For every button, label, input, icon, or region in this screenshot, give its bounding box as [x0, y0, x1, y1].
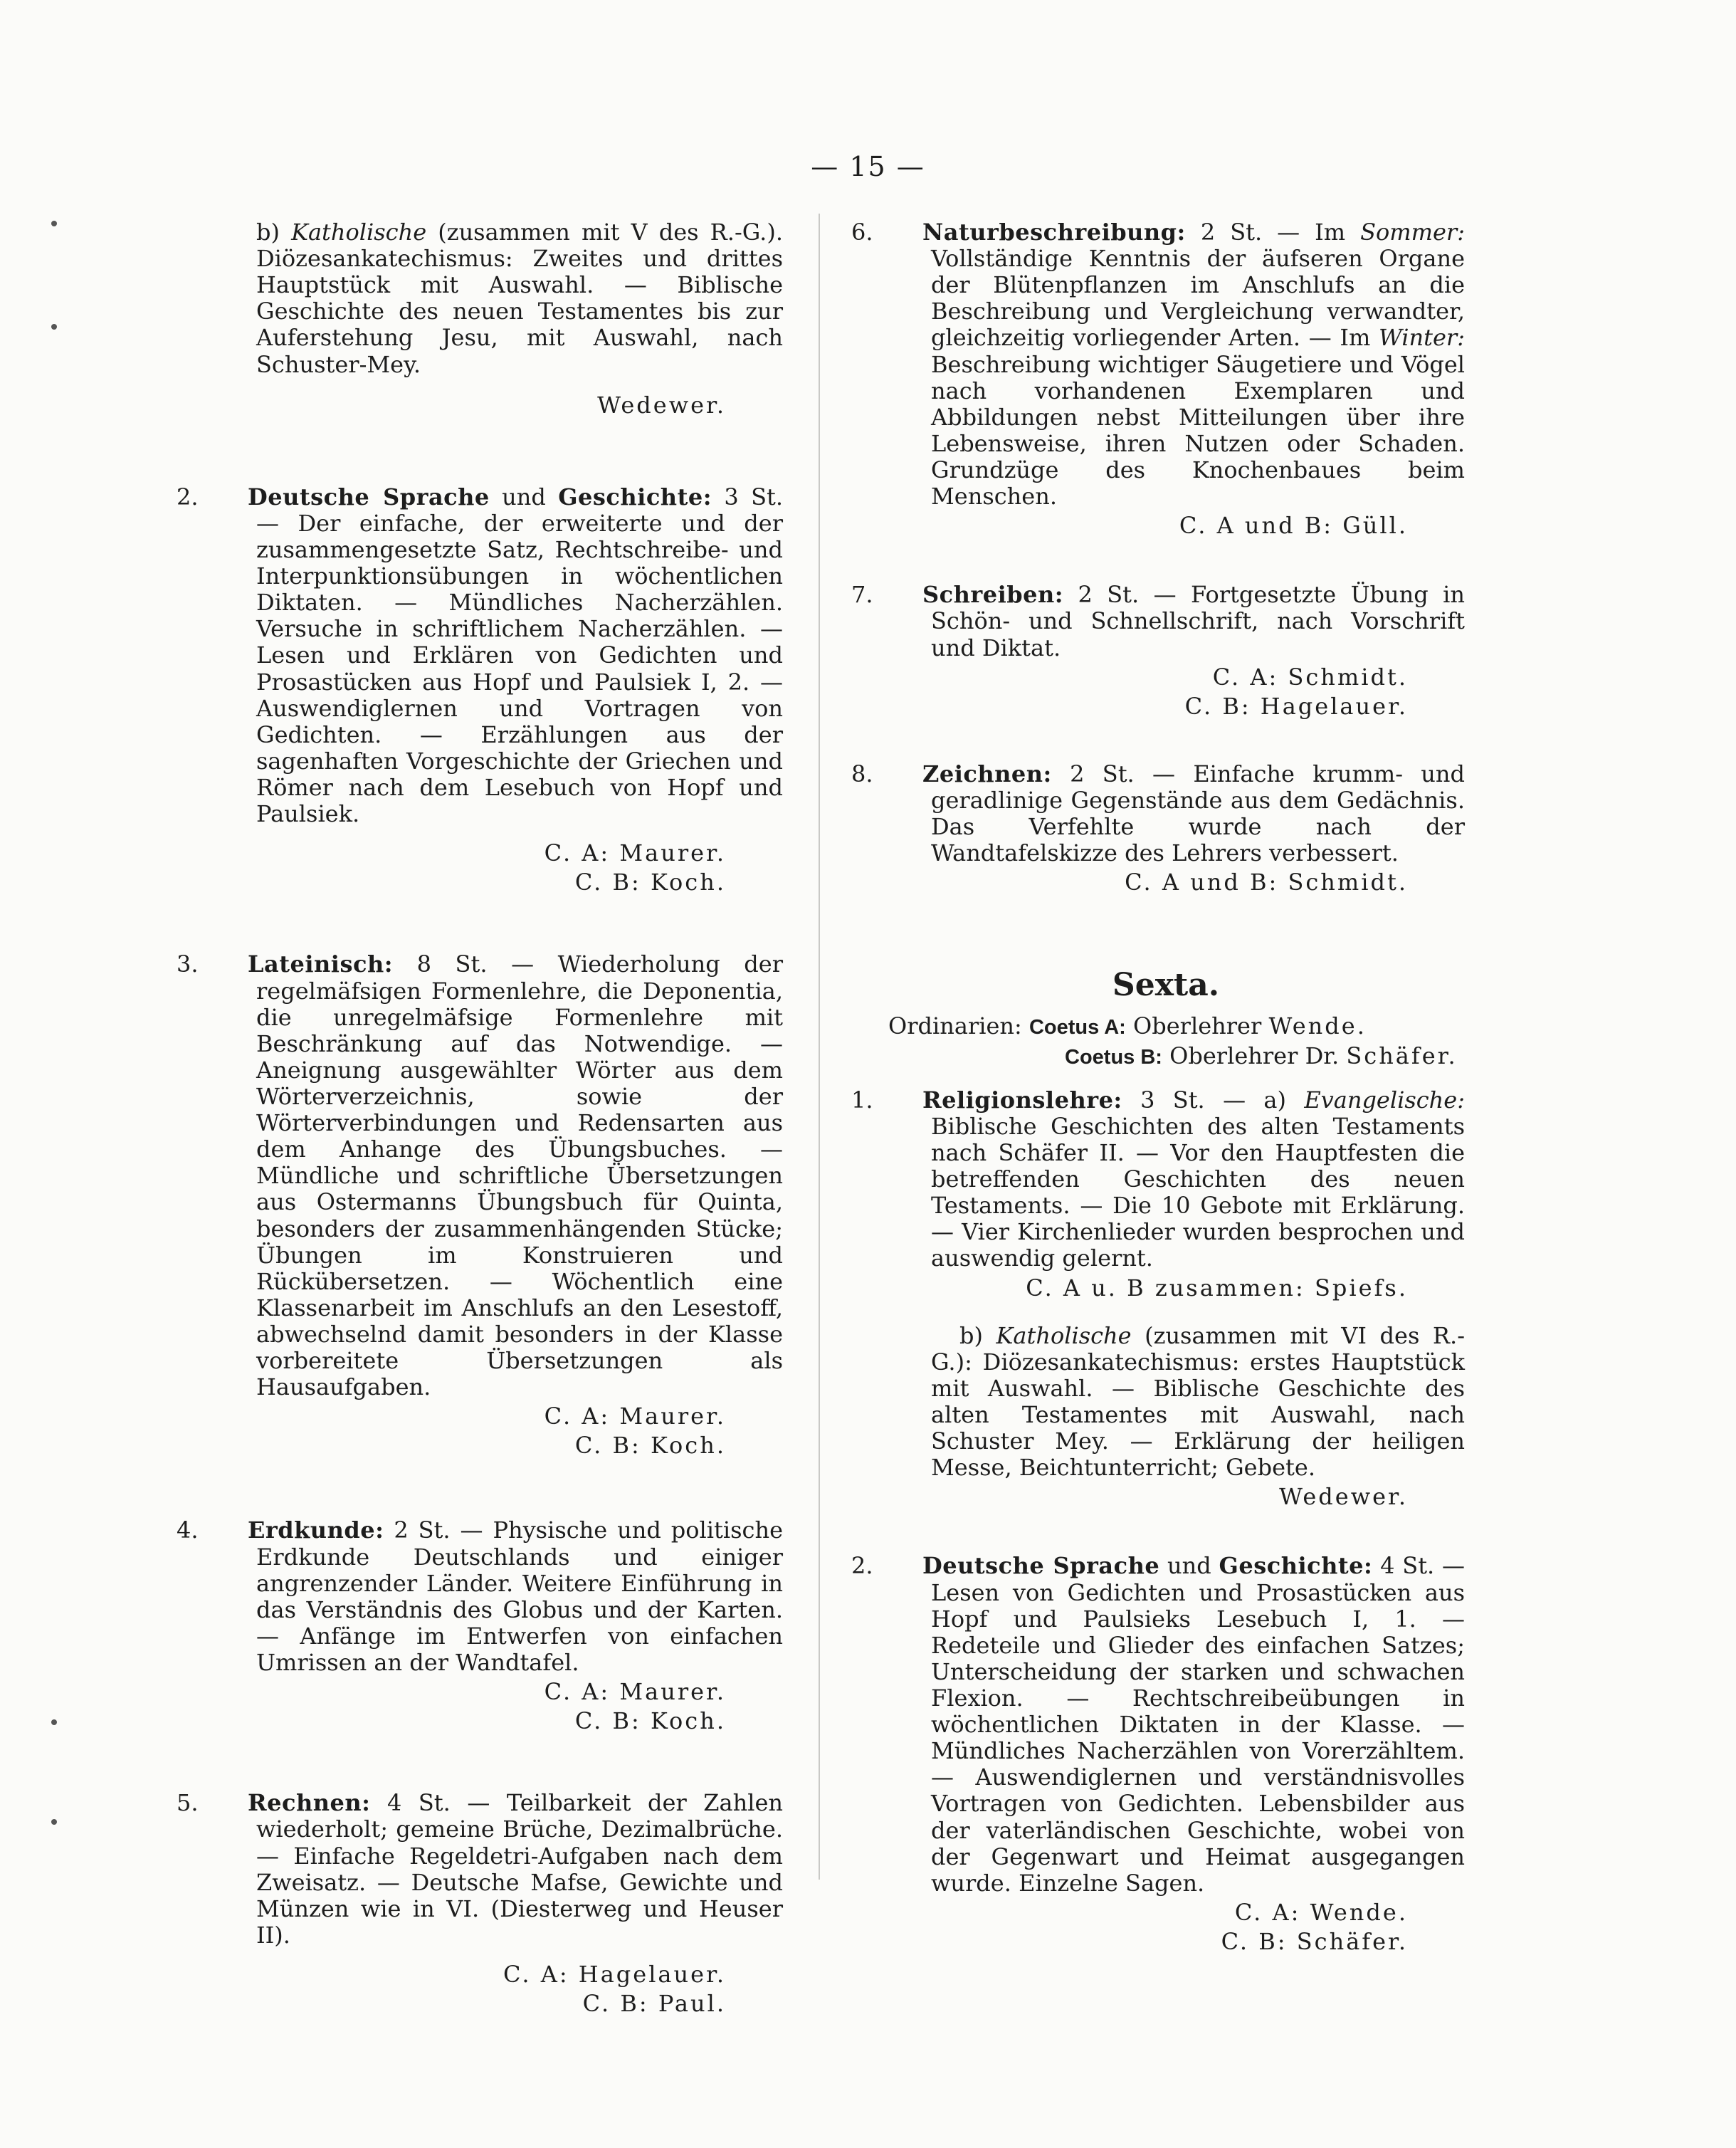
class-heading-sexta: Sexta. — [1112, 967, 1220, 1004]
teacher-signature: C. A: Wende. — [1234, 1898, 1408, 1926]
section-title: Erdkunde: — [248, 1516, 384, 1544]
section-text: 1. Religionslehre: 3 St. — a) Evangelische: Biblische Geschichten des alten Testaments nach Schäfer II. — Vor den Hauptfesten die betreffenden Geschichten des neuen Testaments. — Die 10 Gebote mit Erklärung. — Vier Kirchenlieder wurden besprochen und auswendig gelernt. — [851, 1086, 1465, 1272]
teacher-signature: C. A: Maurer. — [544, 839, 726, 867]
section-text: 3. Lateinisch: 8 St. — Wiederholung der regelmäfsigen Formenlehre, die Deponentia, die unregelmäfsige Formenlehre mit Beschränkung auf das Notwendige. — Aneignung ausgewählter Wörter aus dem Wörterverzeichnis, sowie der Wörterverbindungen und Redensarten aus dem Anhange des Übungsbuches. — Mündliche und schriftliche Übersetzungen aus Ostermanns Übungsbuch für Quinta, besonders der zusammenhängenden Stücke; Übungen im Konstruieren und Rückübersetzen. — Wöchentlich eine Klassenarbeit im Anschlufs an den Lesestoff, abwechselnd damit besonders in der Klasse vorbereitete Übersetzungen als Hausaufgaben. — [177, 950, 783, 1401]
section-title: Naturbeschreibung: — [922, 219, 1186, 246]
section-title: Religionslehre: — [922, 1086, 1122, 1114]
teacher-signature: C. B: Koch. — [574, 1707, 726, 1735]
coetus-b-label: Coetus B: — [1065, 1046, 1162, 1069]
section-title: Rechnen: — [248, 1789, 371, 1817]
section-title: Schreiben: — [922, 581, 1064, 609]
section-text: b) Katholische (zusammen mit VI des R.-G.): Diözesankatechismus: erstes Hauptstück mit Auswahl. — Biblische Geschichte des alten Testamentes mit Auswahl, nach Schuster Mey. — Erklärung der heiligen Messe, Beichtunterricht; Gebete. — [931, 1321, 1466, 1482]
right-column — [851, 214, 1466, 1958]
section-text: 7. Schreiben: 2 St. — Fortgesetzte Übung in Schön- und Schnellschrift, nach Vorschrift und Diktat. — [851, 581, 1465, 661]
section-text: 6. Naturbeschreibung: 2 St. — Im Sommer: Vollständige Kenntnis der äufseren Organe der Blütenpflanzen im Anschlufs an die Beschreibung und Vergleichung verwandter, gleichzeitig vorliegender Arten. — Im Winter: Beschreibung wichtiger Säugetiere und Vögel nach vorhandenen Exemplaren und Abbildungen nebst Mitteilungen über ihre Lebensweise, ihren Nutzen oder Schaden. Grundzüge des Knochenbaues beim Menschen. — [851, 219, 1465, 510]
teacher-signature: Wedewer. — [597, 391, 726, 419]
coetus-a-label: Coetus A: — [1029, 1016, 1126, 1039]
teacher-signature: C. A: Hagelauer. — [503, 1961, 726, 1989]
teacher-signature: C. A: Maurer. — [544, 1678, 726, 1706]
page-number: — 15 — — [811, 151, 925, 182]
section-religion-sexta — [851, 1086, 1465, 1301]
section-title: Deutsche Sprache — [248, 483, 490, 510]
teacher-signature: C. B: Koch. — [574, 1432, 726, 1460]
section-katholische-sexta — [867, 1323, 1465, 1511]
section-erdkunde — [177, 1516, 783, 1735]
margin-dot — [51, 1819, 57, 1825]
section-text: b) Katholische (zusammen mit V des R.-G.). Diözesankatechismus: Zweites und drittes Hauptstück mit Auswahl. — Biblische Geschichte des neuen Testamentes bis zur Auferstehung Jesu, mit Auswahl, nach Schuster-Mey. — [256, 219, 784, 378]
section-title: Lateinisch: — [248, 950, 394, 978]
section-title: Zeichnen: — [922, 760, 1052, 787]
section-katholische — [192, 219, 783, 419]
section-text: 2. Deutsche Sprache und Geschichte: 4 St. — Lesen von Gedichten und Prosastücken aus Hopf und Paulsieks Lesebuch I, 1. — Redeteile und Glieder des einfachen Satzes; Unterscheidung der starken und schwachen Flexion. — Rechtschreibeübungen in wöchentlichen Diktaten in der Klasse. — Mündliches Nacherzählen von Vorerzähltem. — Auswendiglernen und verständnisvolles Vortragen von Gedichten. Lebensbilder aus der vaterländischen Geschichte, wobei von der Gegenwart und Heimat ausgegangen wurde. Einzelne Sagen. — [851, 1552, 1466, 1897]
teacher-signature: C. A u. B zusammen: Spiefs. — [1026, 1274, 1408, 1301]
section-text: 2. Deutsche Sprache und Geschichte: 3 St. — Der einfache, der erweiterte und der zusammengesetzte Satz, Rechtschreibe- und Interpunktionsübungen in wöchentlichen Diktaten. — Mündliches Nacherzählen. Versuche in schriftlichem Nacherzählen. — Lesen und Erklären von Gedichten und Prosastücken aus Hopf und Paulsiek I, 2. — Auswendiglernen und Vortragen von Gedichten. — Erzählungen aus der sagenhaften Vorgeschichte der Griechen und Römer nach dem Lesebuch von Hopf und Paulsiek. — [177, 483, 784, 828]
ordinarien: Ordinarien: Coetus A: Oberlehrer Wende. Coetus B: Oberlehrer Dr. Schäfer. — [888, 1012, 1458, 1070]
teacher-signature: C. A und B: Schmidt. — [1125, 869, 1408, 896]
teacher-signature: C. B: Paul. — [582, 1990, 726, 2018]
teacher-signature: C. A und B: Güll. — [1179, 512, 1408, 540]
teacher-signature: C. B: Hagelauer. — [1184, 692, 1408, 720]
section-text: 5. Rechnen: 4 St. — Teilbarkeit der Zahlen wiederholt; gemeine Brüche, Dezimalbrüche. — Einfache Regeldetri-Aufgaben nach dem Zweisatz. — Deutsche Mafse, Gewichte und Münzen wie in VI. (Diesterweg und Heuser II). — [177, 1789, 783, 1949]
teacher-signature: C. B: Schäfer. — [1221, 1927, 1408, 1955]
teacher-signature: C. B: Koch. — [574, 869, 726, 896]
margin-dot — [51, 221, 57, 226]
section-text: 4. Erdkunde: 2 St. — Physische und politische Erdkunde Deutschlands und einiger angrenzender Länder. Weitere Einführung in das Verständnis des Globus und der Karten. — Anfänge im Entwerfen von einfachen Umrissen an der Wandtafel. — [177, 1516, 783, 1677]
section-rechnen — [177, 1789, 783, 2018]
left-column — [177, 214, 784, 2020]
section-schreiben — [851, 581, 1465, 720]
section-latein — [177, 950, 783, 1460]
teacher-signature: C. A: Maurer. — [544, 1403, 726, 1430]
section-zeichnen — [851, 760, 1465, 896]
teacher-signature: C. A: Schmidt. — [1212, 663, 1408, 691]
section-text: 8. Zeichnen: 2 St. — Einfache krumm- und geradlinige Gegenstände aus dem Gedächnis. Das Verfehlte wurde nach der Wandtafelskizze des Lehrers verbessert. — [851, 760, 1465, 867]
section-deutsch — [177, 483, 784, 896]
margin-dot — [51, 324, 57, 330]
margin-dot — [51, 1719, 57, 1725]
section-deutsch-sexta — [851, 1552, 1466, 1955]
section-naturbeschreibung — [851, 219, 1465, 540]
column-divider — [819, 214, 820, 1880]
section-title: Deutsche Sprache — [922, 1552, 1160, 1580]
teacher-signature: Wedewer. — [1279, 1483, 1408, 1511]
